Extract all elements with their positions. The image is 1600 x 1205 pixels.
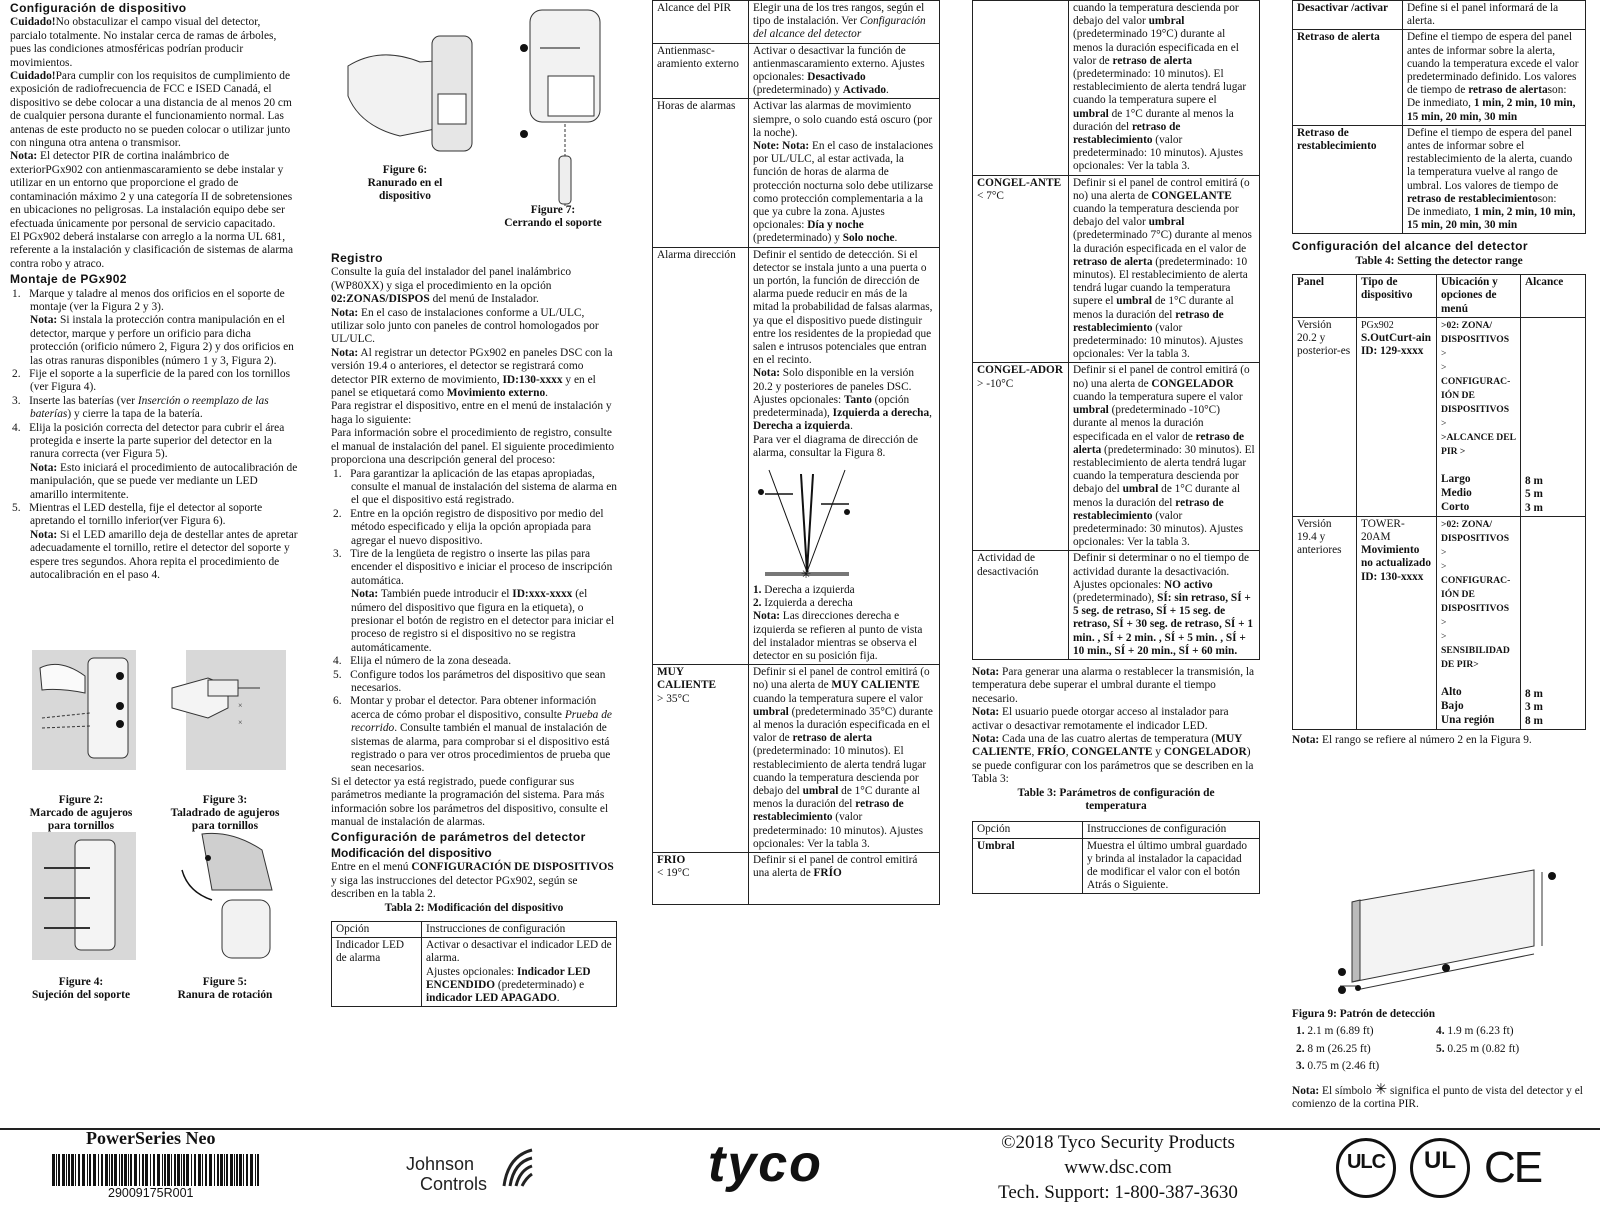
- step-2: 2. Fije el soporte a la superficie de la pared con los tornillos (ver Figura 4).: [12, 367, 291, 394]
- legend-item: 1. 2.1 m (6.89 ft): [1296, 1025, 1374, 1038]
- heading-montaje: Montaje de PGx902: [10, 272, 127, 287]
- table-4: [1292, 274, 1586, 730]
- registro-steps: [331, 468, 617, 776]
- table-row: Indicador LED de alarma Activar o desactivar el indicador LED de alarma. Ajustes opcionales: Indicador LED ENCENDIDO (predeterminado) e indicador LED APAGADO.: [332, 938, 617, 1007]
- table-4-caption: Table 4: Setting the detector range: [1355, 254, 1523, 267]
- registro-p4: Si el detector ya está registrado, puede configurar sus parámetros mediante la programación del sistema. Para más información sobre los parámetros del dispositivo, consulte el manual de instalación de alarmas.: [331, 775, 609, 829]
- column-1: [10, 0, 298, 582]
- figure-4-caption: Figure 4: Sujeción del soporte: [31, 976, 131, 1001]
- barcode: [52, 1154, 262, 1186]
- table-row: CONGEL-ADOR > -10°C Definir si el panel de control emitirá (o no) una alerta de CONGELADOR cuando la temperatura supere el valor umbral (predeterminado -10°C) durante al menos la duración especificada en el valor de retraso de alerta (predeterminado: 30 minutos). El restablecimiento de alerta tendrá lugar cuando la temperatura descienda por debajo del umbral de 1°C durante al menos la duración del retraso de restablecimiento (valor predeterminado: 30 minutos). Ajustes opcionales: Ver la tabla 3.: [973, 363, 1260, 551]
- table-row: Versión 20.2 y posterior-es PGx902 S.OutCurt-ain ID: 129-xxxx >02: ZONA/ DISPOSITIVOS > > CONFIGURAC- IÓN DE DISPOSITIVOS > >ALCANCE DEL PIR > Largo Medio Corto 8 m 5 m 3 m: [1293, 317, 1586, 516]
- registro-nota-2: Nota: Al registrar un detector PGx902 en paneles DSC con la versión 19.4 o anteriores, el detector se registrará como detector PIR externo de movimiento, ID:130-xxxx y en el panel se etiquetará como Movimiento externo.: [331, 346, 613, 400]
- step-4: 4. Elija la posición correcta del detector para cubrir el área protegida e inserte la parte superior del detector en la ranura correcta (ver Figura 5). Nota: Esto iniciará el procedimiento de autocalibración de manipulación, que se puede ver mediante un LED amarillo intermitente.: [12, 421, 298, 501]
- table-2-caption: Tabla 2: Modificación del dispositivo: [384, 901, 564, 914]
- table-row: Opción Instrucciones de configuración: [332, 921, 617, 937]
- table-row: cuando la temperatura descienda por debajo del valor umbral (predeterminado 19°C) durante al menos la duración especificada en el valor de retraso de alerta (predeterminado: 10 minutos). El restablecimiento de alerta tendrá lugar cuando la temperatura supere el umbral de 1°C durante al menos la duración del retraso de restablecimiento (valor predeterminado: 10 minutos). Ajustes opcionales: Ver la tabla 3.: [973, 1, 1260, 176]
- figure-7-caption: Figure 7: Cerrando el soporte: [504, 204, 602, 229]
- svg-text:×: ×: [238, 701, 243, 710]
- ul-logo: UL: [1410, 1138, 1470, 1198]
- heading-configuracion: Configuración de dispositivo: [10, 1, 187, 15]
- table-row: CONGEL-ANTE < 7°C Definir si el panel de control emitirá (o no) una alerta de CONGELANTE cuando la temperatura descienda por debajo del valor umbral (predeterminado 7°C) durante al menos la duración especificada en el valor de retraso de alerta (predeterminado: 10 minutos). El restablecimiento de alerta tendrá lugar cuando la temperatura supere el umbral de 1°C durante al menos la duración del retraso de restablecimiento (valor predeterminado: 10 minutos). Ajustes opcionales: Ver la tabla 3.: [973, 175, 1260, 363]
- figure-9-detection-pattern: [1330, 862, 1562, 994]
- figure-5-caption: Figure 5: Ranura de rotación: [177, 976, 273, 1001]
- figure-8-direction-diagram: [755, 464, 855, 582]
- table-row: Desactivar /activar Define si el panel informará de la alerta.: [1293, 1, 1586, 30]
- reg-step-5: 5. Configure todos los parámetros del dispositivo que sean necesarios.: [333, 668, 606, 694]
- part-number: 29009175R001: [108, 1186, 194, 1200]
- product-series: PowerSeries Neo: [86, 1128, 216, 1148]
- heading-modificacion: Modificación del dispositivo: [331, 845, 492, 860]
- figure-7-illustration: [520, 6, 610, 216]
- asterisk-icon: ✳: [1374, 1081, 1388, 1098]
- reg-step-4: 4. Elija el número de la zona deseada.: [333, 655, 512, 668]
- table-row: Horas de alarmas Activar las alarmas de movimiento siempre, o solo cuando está oscuro (por la noche). Note: Nota: En el caso de instalaciones por UL/ULC, al estar activada, la función de horas de alarma de protección nocturna solo debe utilizarse como protección complementaria a la que ya cubre la zona. Ajustes opcionales: Día y noche (predeterminado) y Solo noche.: [653, 99, 940, 247]
- table-row: Antienmasc-aramiento externo Activar o desactivar la función de antienmascaramiento externo. Ajustes opcionales: Desactivado (predeterminado) y Activado.: [653, 43, 940, 99]
- figure-4-illustration: [30, 830, 138, 962]
- figure-6-illustration: [340, 26, 480, 156]
- figure-3-illustration: [168, 648, 288, 772]
- table-row: FRIO < 19°C Definir si el panel de control emitirá una alerta de FRÍO: [653, 852, 940, 904]
- table-2-continued: [652, 0, 940, 905]
- figure-6-caption: Figure 6: Ranurado en el dispositivo: [367, 164, 443, 202]
- table-2-continued-2: [972, 0, 1260, 660]
- ulc-logo: ULC: [1336, 1138, 1396, 1198]
- reg-step-2: 2. Entre en la opción registro de dispositivo por medio del método especificado y elija la opción apropiada para agregar el nuevo dispositivo.: [333, 507, 604, 547]
- copyright: ©2018 Tyco Security Products: [1001, 1132, 1235, 1153]
- registro-nota-1: Nota: En el caso de instalaciones conforme a UL/ULC, utilizar solo junto con paneles de control homologados por UL/ULC.: [331, 306, 599, 346]
- svg-text:×: ×: [238, 718, 243, 727]
- step-3: 3. Inserte las baterías (ver Inserción o reemplazo de las baterías) y cierre la tapa de la batería.: [12, 394, 269, 421]
- registro-p2: Para registrar el dispositivo, entre en el menú de instalación y haga lo siguiente:: [331, 400, 612, 426]
- legend-item: 3. 0.75 m (2.46 ft): [1296, 1060, 1380, 1073]
- ul-note: El PGx902 deberá instalarse con arreglo a la norma UL 681, referente a la instalación y clasificación de sistemas de alarma contra robo y atraco.: [10, 230, 294, 270]
- legend-item: 4. 1.9 m (6.23 ft): [1436, 1025, 1514, 1038]
- nota-led: Nota: El usuario puede otorgar acceso al instalador para activar o desactivar remotamente el indicador LED.: [972, 706, 1229, 732]
- registro-p1: Consulte la guía del instalador del panel inalámbrico (WP80XX) y siga el procedimiento en la opción 02:ZONAS/DISPOS del menú de Instalador.: [331, 266, 572, 306]
- table-row: Versión 19.4 y anteriores TOWER-20AM Movimiento no actualizado ID: 130-xxxx >02: ZONA/ DISPOSITIVOS > > CONFIGURAC- IÓN DE DISPOSITIVOS > > SENSIBILIDAD DE PIR> Alto Bajo Una región 8 m 3 m 8 m: [1293, 516, 1586, 729]
- figure-2-illustration: [30, 648, 138, 772]
- modificacion-p: Entre en el menú CONFIGURACIÓN DE DISPOSITIVOS y siga las instrucciones del detector PGx902, según se describen en la tabla 2.: [331, 861, 614, 901]
- website-link[interactable]: www.dsc.com: [1064, 1157, 1172, 1178]
- step-1: 1. Marque y taladre al menos dos orificios en el soporte de montaje (ver la Figura 2 y 3). Nota: Si instala la protección contra manipulación en el detector, marque y perfore un orificio para dicha protección (orificio número 2, Figura 2) y dos orificios en las otras ranuras disponibles (número 1 y 3, Figura 2).: [12, 287, 294, 367]
- table-row: Alcance del PIR Elegir una de los tres rangos, según el tipo de instalación. Ver Configuración del alcance del detector: [653, 1, 940, 44]
- footer: [0, 1128, 1600, 1202]
- column-5: [1292, 0, 1586, 747]
- table-row: Panel Tipo de dispositivo Ubicación y opciones de menú Alcance: [1293, 275, 1586, 318]
- table-row: Opción Instrucciones de configuración: [973, 822, 1260, 838]
- johnson-controls-logo: Johnson Controls: [406, 1146, 536, 1198]
- column-3: [652, 0, 940, 905]
- column-2: [331, 250, 617, 1007]
- legend-item: 2. 8 m (26.25 ft): [1296, 1042, 1371, 1055]
- legend-item: 5. 0.25 m (0.82 ft): [1436, 1042, 1520, 1055]
- figure-5-illustration: [172, 830, 284, 962]
- table-row: MUY CALIENTE > 35°C Definir si el panel de control emitirá (o no) una alerta de MUY CALIENTE cuando la temperatura supere el valor umbral (predeterminado 35°C) durante al menos la duración especificada en el valor de retraso de alerta (predeterminado: 10 minutos). El restablecimiento de alerta tendrá lugar cuando la temperatura descienda por debajo del umbral de 1°C durante al menos la duración del retraso de restablecimiento (valor predeterminado: 10 minutos). Ajustes opcionales: Ver la tabla 3.: [653, 665, 940, 853]
- montaje-steps: [10, 288, 298, 583]
- nota-simbolo: Nota: El símbolo ✳ significa el punto de vista del detector y el comienzo de la cortina PIR.: [1292, 1081, 1583, 1111]
- ce-mark: CE: [1484, 1143, 1542, 1192]
- registro-p3: Para información sobre el procedimiento de registro, consulte el manual de instalación del panel. El siguiente procedimiento proporciona una descripción general del proceso:: [331, 427, 615, 467]
- table-row: Retraso de alerta Define el tiempo de espera del panel antes de informar sobre la alerta, cuando la temperatura excede el valor predeterminado definido. Los valores de tiempo de retraso de alertason: De inmediato, 1 min, 2 min, 10 min, 15 min, 20 min, 30 min: [1293, 30, 1586, 125]
- nota-pir: Nota: El detector PIR de cortina inalámbrico de exteriorPGx902 con antienmascaramiento se debe instalar y utilizar en un entorno que proporcione el grado de contaminación máximo 2 y una categoría II de sobretensiones en ubicaciones no peligrosas. La instalación equipo debe ser efectuada únicamente por personal de servicio capacitado.: [10, 150, 293, 230]
- nota-umbral: Nota: Para generar una alarma o restablecer la transmisión, la temperatura debe superar el umbral durante el tiempo necesario.: [972, 665, 1255, 705]
- column-4: [972, 0, 1260, 894]
- table-3-continued: [1292, 0, 1586, 234]
- table-row: Retraso de restablecimiento Define el tiempo de espera del panel antes de informar sobre el restablecimiento de la alerta, cuando la temperatura vuelve al rango de umbral. Los valores de tiempo de retraso de restablecimientoson: De inmediato, 1 min, 2 min, 10 min, 15 min, 20 min, 30 min: [1293, 125, 1586, 234]
- tyco-logo: tyco: [708, 1135, 823, 1193]
- reg-step-1: 1. Para garantizar la aplicación de las etapas apropiadas, consulte el manual de instalación del sistema de alarma en el que el dispositivo está registrado.: [333, 467, 618, 507]
- reg-step-6: 6. Montar y probar el detector. Para obtener información acerca de cómo probar el dispositivo, consulte Prueba de recorrido. Consulte también el manual de instalación de sistemas de alarma, para comprobar si el dispositivo está registrado o para ver otros procedimientos de prueba que sean necesarios.: [333, 695, 612, 775]
- table-row: Actividad de desactivación Definir si determinar o no el tiempo de actividad durante la desactivación. Ajustes opcionales: NO activo (predeterminado), SÍ: sin retraso, SÍ + 5 seg. de retraso, SÍ + 15 seg. de retraso, SÍ + 30 seg. de retraso, SÍ + 1 min. , SÍ + 2 min. , SÍ + 5 min. , SÍ + 10 min., SÍ + 20 min., SÍ + 60 min.: [973, 551, 1260, 660]
- nota-alertas: Nota: Cada una de las cuatro alertas de temperatura (MUY CALIENTE, FRÍO, CONGELANTE y CONGELADOR) se puede configurar con los parámetros que se describen en la Tabla 3:: [972, 732, 1254, 786]
- table-2: [331, 921, 617, 1007]
- copyright-block: [968, 1130, 1268, 1205]
- cuidado-2: Cuidado!Para cumplir con los requisitos de cumplimiento de exposición de radiofrecuencia de FCC e ISED Canadá, el dispositivo se debe colocar a una distancia de al menos 20 cm de cualquier persona durante el funcionamiento normal. Las antenas de este producto no se pueden colocar o utilizar junto con ninguna otra antena o transmisor.: [10, 70, 292, 150]
- figure-3-caption: Figure 3: Taladrado de agujeros para tornillos: [170, 794, 280, 832]
- nota-rango: Nota: El rango se refiere al número 2 en la Figura 9.: [1292, 733, 1532, 746]
- svg-text:✳: ✳: [801, 566, 812, 581]
- tech-support: Tech. Support: 1-800-387-3630: [998, 1182, 1238, 1203]
- reg-step-3: 3. Tire de la lengüeta de registro o inserte las pilas para encender el dispositivo e iniciar el proceso de inscripción automática. Nota: También puede introducir el ID:xxx-xxxx (el número del dispositivo que figura en la etiqueta), o presionar el botón de registro en el detector para iniciar el proceso de registro si el dispositivo no se registra automáticamente.: [333, 547, 615, 654]
- step-5: 5. Mientras el LED destella, fije el detector al soporte apretando el tornillo inferior(ver Figura 6). Nota: Si el LED amarillo deja de destellar antes de apretar adecuadamente el tornillo, retire el detector del soporte y espere tres segundos. Ahora repita el procedimiento de autocalibración en el paso 4.: [12, 502, 298, 582]
- table-row: Umbral Muestra el último umbral guardado y brinda al instalador la capacidad de modificar el valor con el botón Atrás o Siguiente.: [973, 838, 1260, 894]
- table-3: [972, 821, 1260, 894]
- heading-parametros: Configuración de parámetros del detector: [331, 830, 586, 845]
- heading-registro: Registro: [331, 251, 383, 265]
- figure-9-legend: Figura 9: Patrón de detección 1. 2.1 m (6.89 ft) 4. 1.9 m (6.23 ft) 2. 8 m (26.25 ft) 5. 0.25 m (0.82 ft) 3. 0.75 m (2.46 ft) Nota: El símbolo ✳ significa el punto de vista del detector y el comienzo de la cortina PIR.: [1292, 1008, 1586, 1111]
- cuidado-1: Cuidado!No obstaculizar el campo visual del detector, parcialo totalmente. No instalar cerca de ramas de árboles, pues las condiciones atmosféricas podrían producir movimientos.: [10, 16, 277, 69]
- figure-2-caption: Figure 2: Marcado de agujeros para tornillos: [29, 794, 133, 832]
- table-row: Alarma dirección Definir el sentido de detección. Si el detector se instala junto a una puerta o un portón, la función de dirección de alarma puede reducir en más de la mitad la probabilidad de falsas alarmas, ya que el dispositivo puede distinguir entre los residentes de la propiedad que salen e intrusos potenciales que entran en el recinto. Nota: Solo disponible en la versión 20.2 y posteriores de paneles DSC. Ajustes opcionales: Tanto (opción predeterminada), Izquierda a derecha, Derecha a izquierda. Para ver el diagrama de dirección de alarma, consultar la Figura 8. ✳ 1. Derecha a izquierda 2. Izquierda a derecha Nota: Las direcciones derecha e izquierda se refieren al punto de vista del instalador mientras se observa el detector en su posición fija.: [653, 247, 940, 664]
- table-3-caption: Table 3: Parámetros de configuración de temperatura: [1017, 786, 1215, 813]
- heading-alcance: Configuración del alcance del detector: [1292, 239, 1528, 254]
